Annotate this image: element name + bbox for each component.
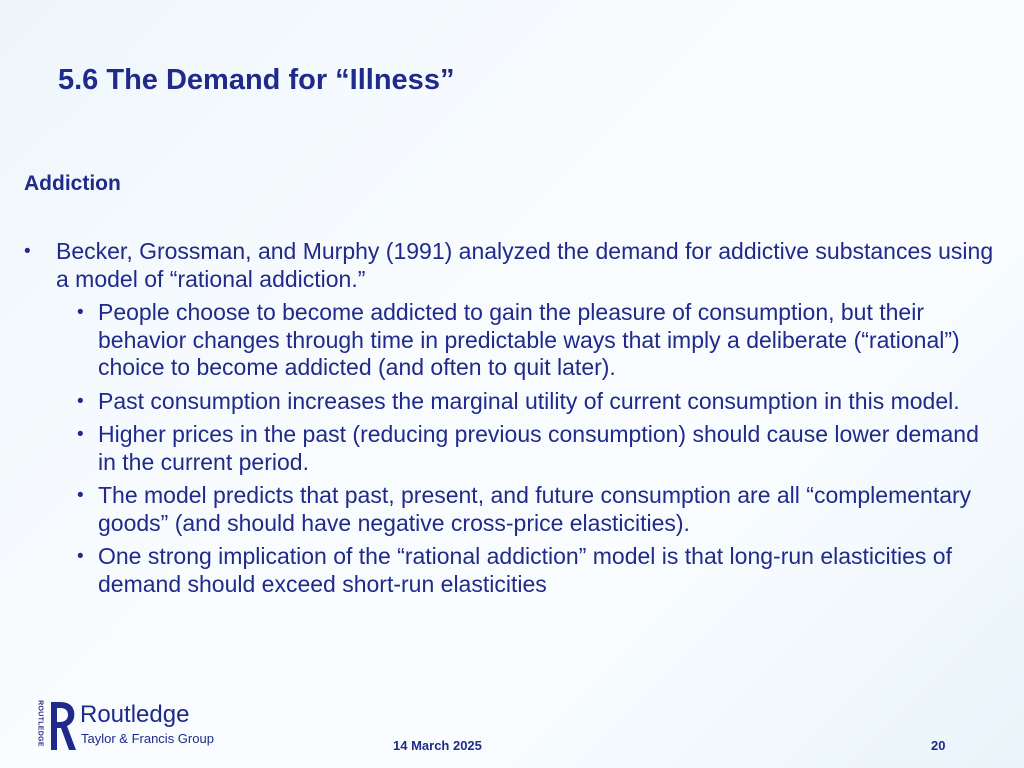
sub-bullet-text: One strong implication of the “rational addiction” model is that long-run elasticities of demand should exceed short-run elasticities xyxy=(98,543,952,597)
section-heading: Addiction xyxy=(24,172,121,195)
sub-bullet-text: People choose to become addicted to gain the pleasure of consumption, but their behavior changes through time in predictable ways that imply a deliberate (“rational”) choice to become addicted (and often to quit later). xyxy=(98,299,960,380)
sub-bullet-item xyxy=(0,388,1010,416)
routledge-logo xyxy=(34,698,224,754)
logo-name: Routledge xyxy=(80,701,190,728)
sub-bullet-marker: • xyxy=(77,390,84,412)
sub-bullet-text: The model predicts that past, present, and future consumption are all “complementary goods” (and should have negative cross-price elasticities). xyxy=(98,482,972,536)
logo-subtitle: Taylor & Francis Group xyxy=(81,731,214,746)
footer-date: 14 March 2025 xyxy=(393,738,482,753)
bullet-list xyxy=(0,238,1010,604)
sub-bullet-marker: • xyxy=(77,546,84,567)
sub-bullet-marker: • xyxy=(77,485,84,506)
page-number: 20 xyxy=(931,738,946,753)
sub-bullet-item xyxy=(0,299,1010,382)
sub-bullet-text: Higher prices in the past (reducing previous consumption) should cause lower demand in the current period. xyxy=(98,421,979,475)
slide-title: 5.6 The Demand for “Illness” xyxy=(58,64,455,96)
bullet-text: Becker, Grossman, and Murphy (1991) analyzed the demand for addictive substances using a model of “rational addiction.” xyxy=(56,238,994,292)
logo-vertical-text: ROUTLEDGE xyxy=(36,700,44,747)
sub-bullet-list xyxy=(0,299,1010,598)
logo-vertical-label xyxy=(34,700,46,752)
bullet-marker: • xyxy=(24,241,31,262)
bullet-item xyxy=(0,238,1010,293)
sub-bullet-marker: • xyxy=(77,424,84,445)
sub-bullet-marker: • xyxy=(77,302,84,323)
sub-bullet-item xyxy=(0,421,1010,476)
sub-bullet-text: Past consumption increases the marginal utility of current consumption in this model. xyxy=(98,387,960,414)
sub-bullet-item xyxy=(0,482,1010,537)
routledge-r-mark-icon xyxy=(47,698,77,754)
sub-bullet-item xyxy=(0,543,1010,598)
